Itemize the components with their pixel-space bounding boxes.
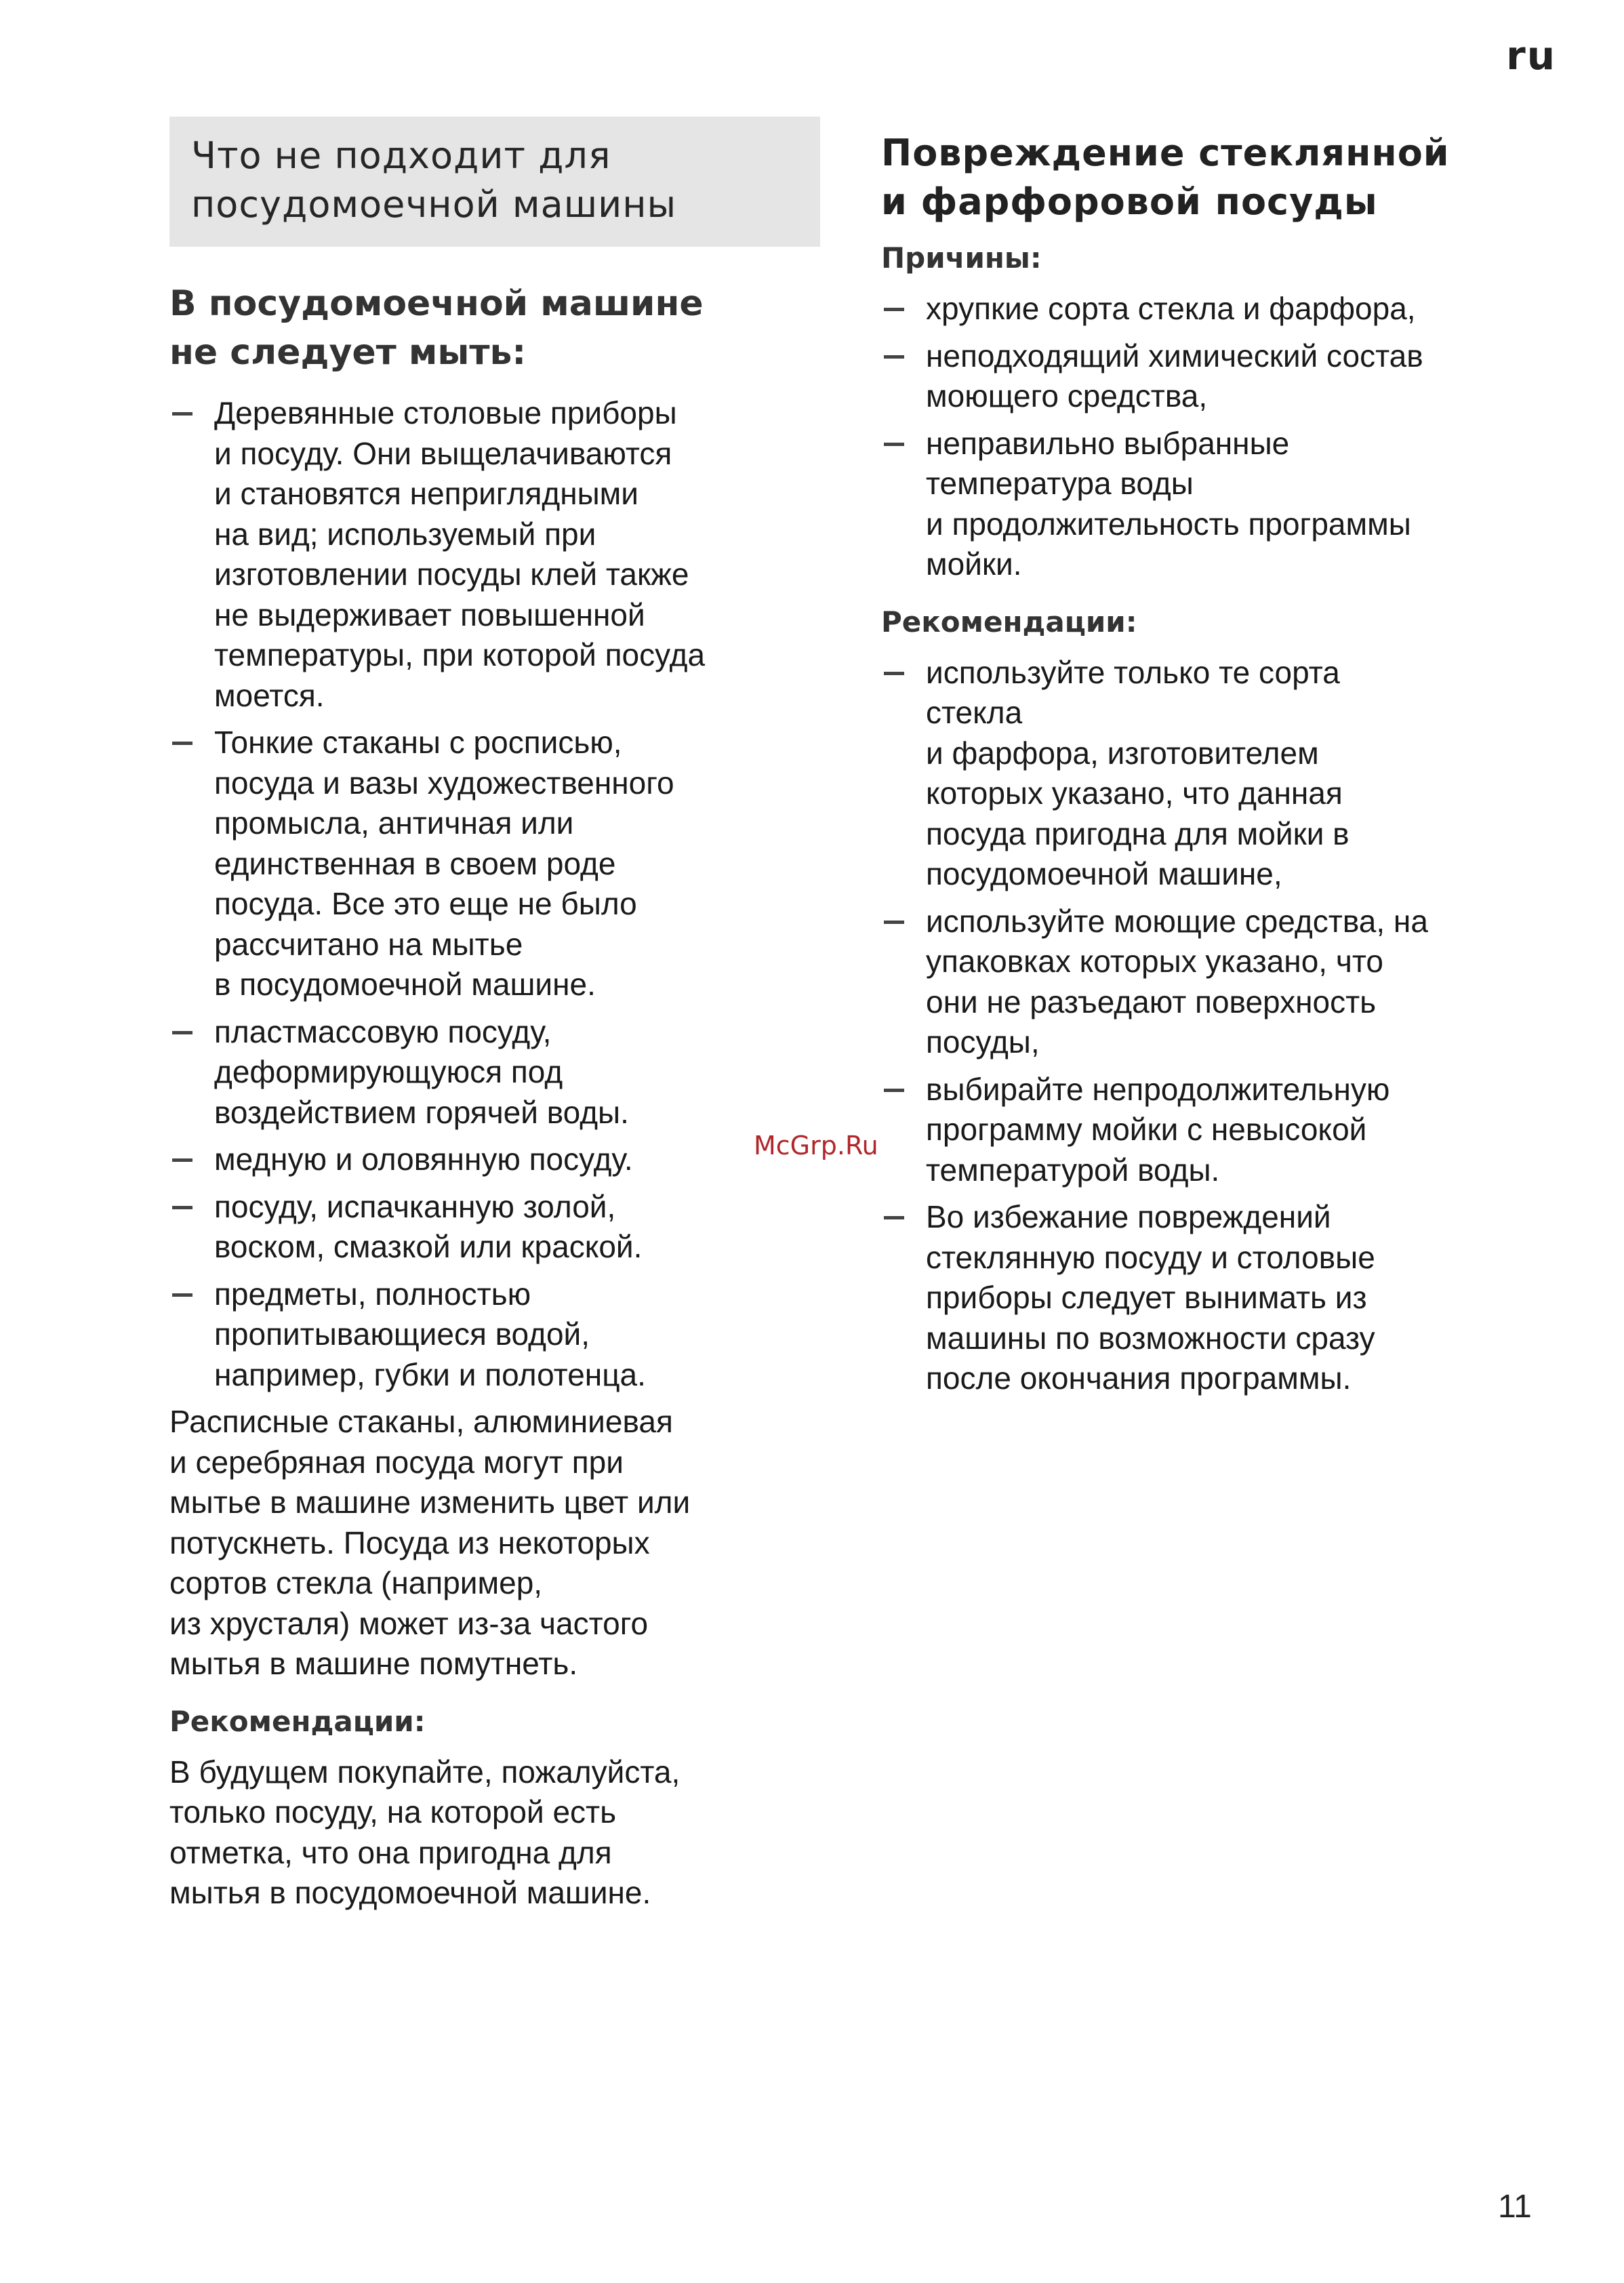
dash-icon	[172, 412, 192, 416]
recommendations-label: Рекомендации:	[169, 1704, 426, 1738]
dash-icon	[884, 308, 904, 311]
list-item	[169, 393, 820, 716]
dash-icon	[884, 1089, 904, 1092]
recommendations-list	[881, 653, 1525, 1399]
list-item-text: Деревянные столовые приборы и посуду. Они выщелачиваются и становятся неприглядными на вид; используемый при изготовлении посуды клей также не выдерживает повышенной температуры, при которой посуда моется.	[214, 395, 706, 713]
recommendations-label: Рекомендации:	[881, 605, 1137, 639]
list-item	[881, 902, 1525, 1063]
watermark: McGrp.Ru	[754, 1131, 878, 1160]
list-item-text: неправильно выбранные температура воды и продолжительность программы мойки.	[926, 425, 1411, 582]
list-item	[169, 723, 820, 1005]
right-column	[881, 117, 1525, 1406]
dash-icon	[172, 1158, 192, 1162]
language-tag: ru	[1506, 33, 1556, 79]
dash-icon	[172, 1293, 192, 1297]
section-subtitle: В посудомоечной машине не следует мыть:	[169, 283, 704, 373]
dash-icon	[172, 1031, 192, 1034]
list-item-text: используйте только те сорта стекла и фарфора, изготовителем которых указано, что данная посуда пригодна для мойки в посудомоечной машине,	[926, 654, 1349, 891]
list-item	[881, 289, 1525, 329]
list-item	[169, 1012, 820, 1133]
dash-icon	[884, 672, 904, 675]
page-number: 11	[1498, 2189, 1532, 2225]
dash-icon	[172, 1206, 192, 1209]
dash-icon	[884, 355, 904, 359]
list-item-text: используйте моющие средства, на упаковках которых указано, что они не разъедают поверхность посуды,	[926, 903, 1428, 1059]
list-item-text: выбирайте непродолжительную программу мойки с невысокой температурой воды.	[926, 1071, 1390, 1188]
list-item-text: посуду, испачканную золой, воском, смазкой или краской.	[214, 1188, 643, 1264]
recommendations-text: В будущем покупайте, пожалуйста, только посуду, на которой есть отметка, что она пригодна для мытья в посудомоечной машине.	[169, 1754, 681, 1910]
list-item-text: предметы, полностью пропитывающиеся водой, например, губки и полотенца.	[214, 1276, 646, 1392]
list-item-text: пластмассовую посуду, деформирующуюся под воздействием горячей воды.	[214, 1013, 629, 1130]
section-title: Что не подходит для посудомоечной машины	[191, 134, 677, 226]
list-item-text: Во избежание повреждений стеклянную посуду и столовые приборы следует вынимать из машины по возможности сразу после окончания программы.	[926, 1199, 1375, 1396]
list-item	[881, 1197, 1525, 1399]
list-item	[169, 1274, 820, 1396]
list-item	[881, 653, 1525, 895]
section-title-box	[169, 117, 820, 247]
list-item-text: медную и оловянную посуду.	[214, 1142, 633, 1177]
list-item	[881, 336, 1525, 417]
section-title: Повреждение стеклянной и фарфоровой посуды	[881, 132, 1450, 223]
do-not-wash-list	[169, 393, 820, 1395]
list-item	[169, 1139, 820, 1180]
body-paragraph: Расписные стаканы, алюминиевая и серебряная посуда могут при мытье в машине изменить цвет или потускнеть. Посуда из некоторых сортов стекла (например, из хрусталя) может из-за частого мытья в машине помутнеть.	[169, 1404, 691, 1681]
left-column	[169, 117, 820, 1914]
list-item	[881, 1070, 1525, 1191]
list-item	[169, 1187, 820, 1268]
list-item	[881, 424, 1525, 585]
causes-list	[881, 289, 1525, 585]
list-item-text: хрупкие сорта стекла и фарфора,	[926, 291, 1416, 326]
dash-icon	[172, 742, 192, 745]
causes-label: Причины:	[881, 241, 1042, 275]
dash-icon	[884, 921, 904, 924]
list-item-text: неподходящий химический состав моющего средства,	[926, 338, 1423, 413]
dash-icon	[884, 443, 904, 446]
dash-icon	[884, 1216, 904, 1219]
list-item-text: Тонкие стаканы с росписью, посуда и вазы художественного промысла, античная или единственная в своем роде посуда. Все это еще не было рассчитано на мытье в посудомоечной машине.	[214, 725, 674, 1002]
